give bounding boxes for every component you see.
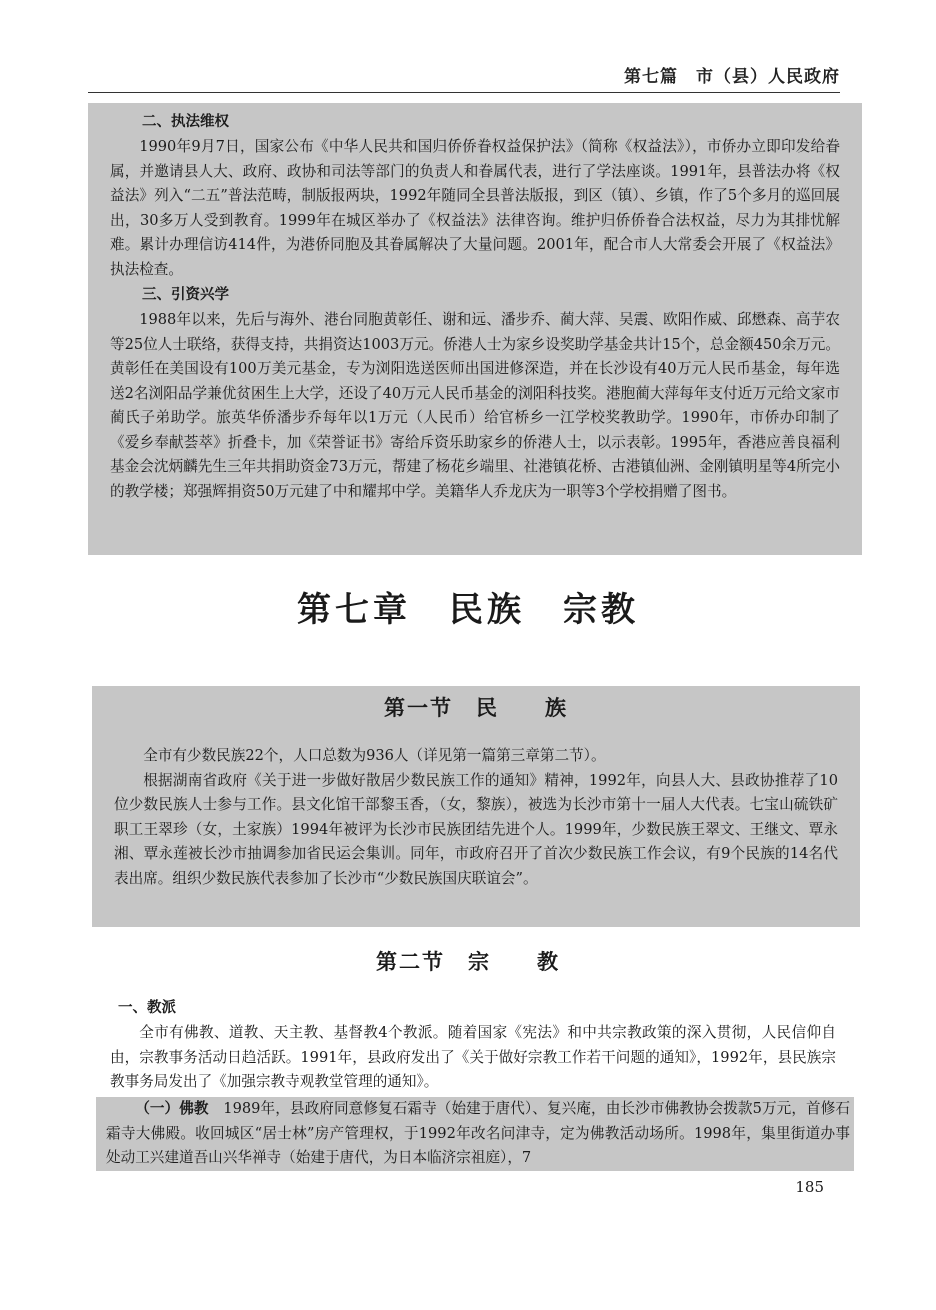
chapter-title: 第七章 民族 宗教 bbox=[297, 590, 639, 630]
paragraph-ethnic-work: 根据湖南省政府《关于进一步做好散居少数民族工作的通知》精神，1992年，向县人大、县政协推荐了10位少数民族人士参与工作。县文化馆干部黎玉香，（女，黎族），被选为长沙市第十一届人大代表。七宝山硫铁矿职工王翠珍（女，土家族）1994年被评为长沙市民族团结先进个人。1999年，少数民族王翠文、王继文、覃永湘、覃永莲被长沙市抽调参加省民运会集训。同年，市政府召开了首次少数民族工作会议，有9个民族的14名代表出席。组织少数民族代表参加了长沙市“少数民族国庆联谊会”。 bbox=[114, 771, 838, 887]
running-header: 第七篇 市（县）人民政府 bbox=[624, 67, 840, 87]
paragraph-buddhism bbox=[106, 1097, 850, 1171]
paragraph-investment-education: 1988年以来，先后与海外、港台同胞黄彰任、谢和远、潘步乔、蔺大萍、吴震、欧阳作威、邱懋森、高芋农等25位人士联络，获得支持，共捐资达1003万元。侨港人士为家乡设奖助学基金共计15个，总金额450余万元。黄彰任在美国设有100万美元基金，专为浏阳选送医师出国进修深造，并在长沙设有40万元人民币基金，每年选送2名浏阳品学兼优贫困生上大学，还设了40万元人民币基金的浏阳科技奖。港胞蔺大萍每年支付近万元给文家市蔺氏子弟助学。旅英华侨潘步乔每年以1万元（人民币）给官桥乡一江学校奖教助学。1990年，市侨办印制了《爱乡奉献荟萃》折叠卡，加《荣誉证书》寄给斥资乐助家乡的侨港人士，以示表彰。1995年，香港应善良福利基金会沈炳麟先生三年共捐助资金73万元，帮建了杨花乡端里、社港镇花桥、古港镇仙洲、金刚镇明星等4所完小的教学楼；郑强辉捐资50万元建了中和耀邦中学。美籍华人乔龙庆为一职等3个学校捐赠了图书。 bbox=[110, 311, 840, 500]
buddhism-lead: （一）佛教 bbox=[135, 1100, 209, 1117]
religion-body bbox=[110, 995, 836, 1095]
buddhism-text: 1989年，县政府同意修复石霜寺（始建于唐代）、复兴庵，由长沙市佛教协会拨款5万元，首修石霜寺大佛殿。收回城区“居士林”房产管理权，于1992年改名问津寺，定为佛教活动场所。1998年，集里街道办事处动工兴建道吾山兴华禅寺（始建于唐代，为日本临济宗祖庭），7 bbox=[106, 1100, 850, 1166]
paragraph-ethnic-population: 全市有少数民族22个，人口总数为936人（详见第一篇第三章第二节）。 bbox=[143, 747, 606, 764]
page-number: 185 bbox=[795, 1178, 824, 1196]
header-rule bbox=[88, 92, 840, 93]
paragraph-law-enforcement: 1990年9月7日，国家公布《中华人民共和国归侨侨眷权益保护法》（简称《权益法》），市侨办立即印发给眷属，并邀请县人大、政府、政协和司法等部门的负责人和眷属代表，进行了学法座谈。1991年，县普法办将《权益法》列入“二五”普法范畴，制版报两块，1992年随同全县普法版报，到区（镇）、乡镇，作了5个多月的巡回展出，30多万人受到教育。1999年在城区举办了《权益法》法律咨询。维护归侨侨眷合法权益，尽力为其排忧解难。累计办理信访414件，为港侨同胞及其眷属解决了大量问题。2001年，配合市人大常委会开展了《权益法》执法检查。 bbox=[110, 138, 840, 278]
shaded-block-overseas bbox=[88, 103, 862, 555]
section-title-ethnic: 第一节 民 族 bbox=[384, 696, 568, 720]
subheading-denominations: 一、教派 bbox=[118, 1000, 176, 1016]
subheading-investment-education: 三、引资兴学 bbox=[142, 287, 229, 303]
section-title-religion: 第二节 宗 教 bbox=[376, 950, 560, 974]
shaded-block-ethnic bbox=[92, 686, 860, 927]
paragraph-denominations: 全市有佛教、道教、天主教、基督教4个教派。随着国家《宪法》和中共宗教政策的深入贯彻，人民信仰自由，宗教事务活动日趋活跃。1991年，县政府发出了《关于做好宗教工作若干问题的通知》，1992年，县民族宗教事务局发出了《加强宗教寺观教堂管理的通知》。 bbox=[110, 1024, 836, 1090]
shaded-block-buddhism bbox=[96, 1097, 854, 1171]
subheading-law-enforcement: 二、执法维权 bbox=[142, 114, 229, 130]
